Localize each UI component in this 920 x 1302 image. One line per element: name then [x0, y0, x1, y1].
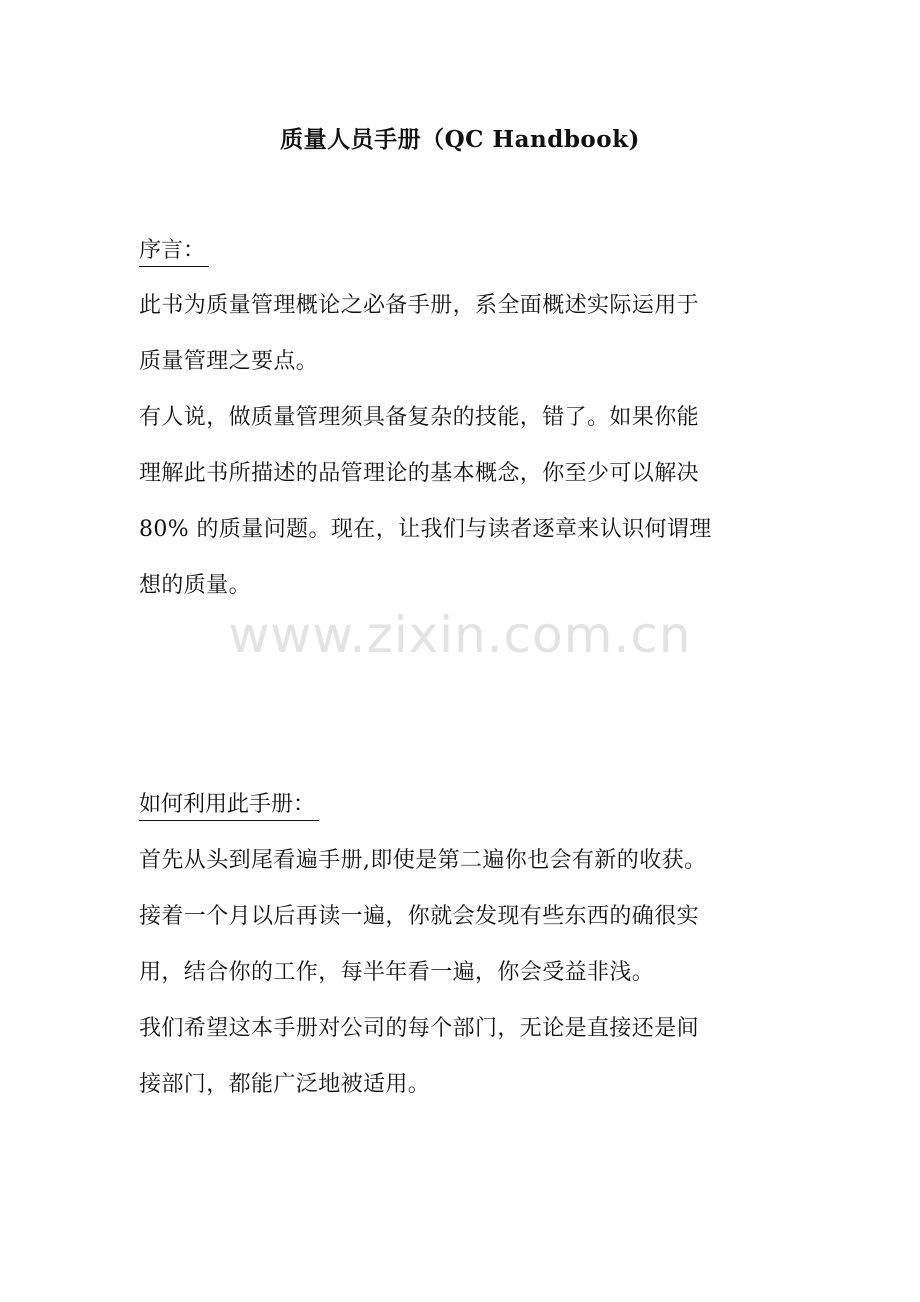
paragraph-line: 接部门，都能广泛地被适用。 — [139, 1072, 431, 1097]
section-heading-how-to-use: 如何利用此手册： — [139, 790, 319, 821]
paragraph-line: 首先从头到尾看遍手册,即使是第二遍你也会有新的收获。 — [139, 848, 707, 873]
paragraph-line: 此书为质量管理概论之必备手册，系全面概述实际运用于 — [139, 293, 700, 318]
paragraph-line: 接着一个月以后再读一遍，你就会发现有些东西的确很实 — [139, 904, 700, 929]
watermark: www.zixin.com.cn — [228, 606, 692, 664]
paragraph-line: 80% 的质量问题。现在，让我们与读者逐章来认识何谓理 — [139, 517, 712, 542]
paragraph-line: 理解此书所描述的品管理论的基本概念，你至少可以解决 — [139, 461, 700, 486]
document-title: 质量人员手册（QC Handbook) — [280, 126, 640, 153]
paragraph-line: 我们希望这本手册对公司的每个部门，无论是直接还是间 — [139, 1016, 700, 1041]
paragraph-line: 用，结合你的工作，每半年看一遍，你会受益非浅。 — [139, 960, 655, 985]
section-heading-preface: 序言： — [139, 236, 209, 267]
paragraph-line: 想的质量。 — [139, 573, 252, 598]
paragraph-line: 质量管理之要点。 — [139, 349, 319, 374]
paragraph-line: 有人说，做质量管理须具备复杂的技能，错了。如果你能 — [139, 405, 700, 430]
